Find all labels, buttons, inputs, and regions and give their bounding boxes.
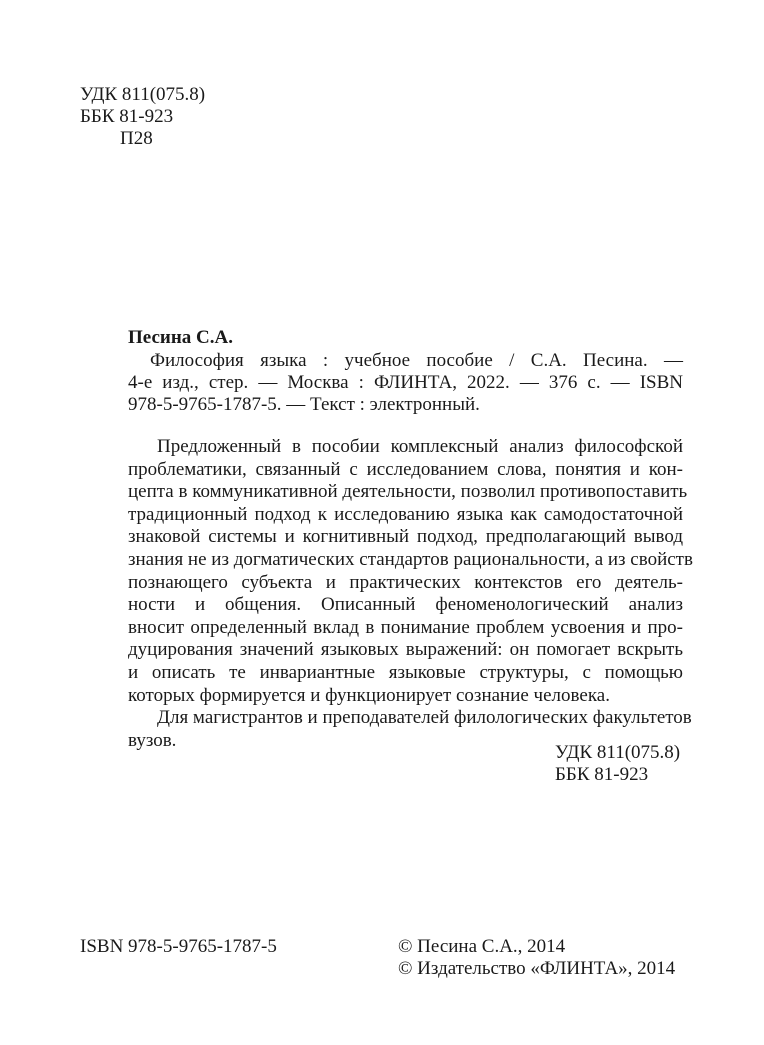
abstract-line: проблематики, связанный с исследованием слова, понятия и кон- xyxy=(128,458,683,480)
bib-line: 4-е изд., стер. — Москва : ФЛИНТА, 2022. — 376 с. — ISBN xyxy=(128,372,683,393)
bibliographic-entry xyxy=(128,326,683,416)
udk-code: УДК 811(075.8) xyxy=(80,84,206,105)
abstract-line: дуцирования значений языковых выражений: он помогает вскрыть xyxy=(128,639,683,661)
copyright-author: © Песина С.А., 2014 xyxy=(398,936,566,957)
isbn: ISBN 978-5-9765-1787-5 xyxy=(80,936,277,957)
author-mark: П28 xyxy=(120,128,153,149)
abstract-line: цепта в коммуникативной деятельности, позволил противопоставить xyxy=(128,481,688,503)
audience-line: вузов. xyxy=(128,729,177,751)
bbk-code: ББК 81-923 xyxy=(80,106,174,127)
audience-line: Для магистрантов и преподавателей филологических факультетов xyxy=(157,707,692,729)
abstract-line: и описать те инвариантные языковые структуры, с помощью xyxy=(128,661,683,683)
abstract-line: которых формируется и функционирует сознание человека. xyxy=(128,684,610,706)
classification-codes-bottom xyxy=(555,742,680,786)
abstract-line: знаковой системы и когнитивный подход, предполагающий вывод xyxy=(128,526,683,548)
copyright-block xyxy=(398,936,675,980)
udk-code: УДК 811(075.8) xyxy=(555,742,681,763)
abstract-line: Предложенный в пособии комплексный анализ философской xyxy=(157,436,683,457)
bbk-code: ББК 81-923 xyxy=(555,764,649,785)
bib-author: Песина С.А. xyxy=(128,327,233,348)
abstract-line: познающего субъекта и практических контекстов его деятель- xyxy=(128,571,683,593)
bib-line: 978-5-9765-1787-5. — Текст : электронный. xyxy=(128,394,480,415)
copyright-publisher: © Издательство «ФЛИНТА», 2014 xyxy=(398,958,676,979)
abstract-line: ности и общения. Описанный феноменологический анализ xyxy=(128,594,683,616)
abstract-line: традиционный подход к исследованию языка как самодостаточной xyxy=(128,503,683,525)
abstract xyxy=(128,436,693,752)
abstract-line: вносит определенный вклад в понимание проблем усвоения и про- xyxy=(128,616,683,638)
abstract-line: знания не из догматических стандартов рациональности, а из свойств xyxy=(128,548,693,570)
classification-codes-top xyxy=(80,84,205,150)
bib-line: Философия языка : учебное пособие / С.А. Песина. — xyxy=(150,350,683,371)
